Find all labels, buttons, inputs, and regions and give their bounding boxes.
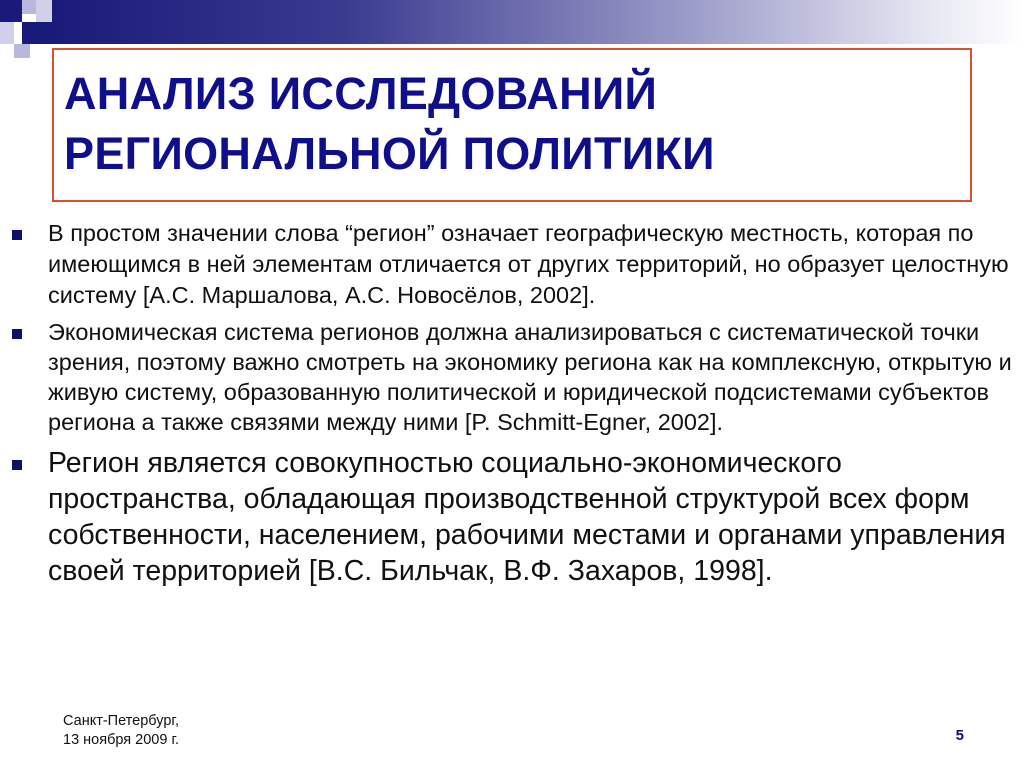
decor-square [0, 0, 22, 22]
square-bullet-icon [12, 460, 22, 470]
square-bullet-icon [12, 230, 22, 240]
bullet-text: Регион является совокупностью социально-экономического пространства, обладающая производственной структурой всех форм собственности, населением, рабочими местами и органами управления своей территорией [В.С. Бильчак, В.Ф. Захаров, 1998]. [48, 447, 1006, 587]
header-gradient-bar [52, 0, 1024, 44]
bullet-text: В простом значении слова “регион” означает географическую местность, которая по имеющимся в ней элементам отличается от других территорий, но образует целостную систему [А.С. Маршалова, А.С. Новосёлов, 2002]. [48, 220, 1009, 308]
footer-date: 13 ноября 2009 г. [63, 732, 179, 748]
footer-city: Санкт-Петербург, [63, 713, 179, 729]
page-number: 5 [955, 727, 964, 744]
decor-square [14, 44, 30, 58]
bullet-item [0, 218, 1024, 311]
bullet-text: Экономическая система регионов должна анализироваться с систематической точки зрения, поэтому важно смотреть на экономику региона как на комплексную, открытую и живую систему, образованную политической и юридической подсистемами субъектов региона а также связями между ними [P. Schmitt-Egner, 2002]. [48, 319, 1012, 435]
slide-title [64, 64, 944, 184]
title-line-1: АНАЛИЗ ИССЛЕДОВАНИЙ [64, 68, 658, 119]
decor-square [0, 22, 14, 44]
title-line-2: РЕГИОНАЛЬНОЙ ПОЛИТИКИ [64, 128, 715, 179]
decor-square [22, 22, 52, 44]
square-bullet-icon [12, 329, 22, 339]
footer-location-date [63, 712, 179, 750]
decor-square [22, 0, 36, 14]
bullet-item [0, 317, 1024, 437]
bullet-list [0, 218, 1024, 589]
bullet-item [0, 445, 1024, 589]
title-box [52, 48, 972, 202]
decor-square [36, 0, 52, 22]
